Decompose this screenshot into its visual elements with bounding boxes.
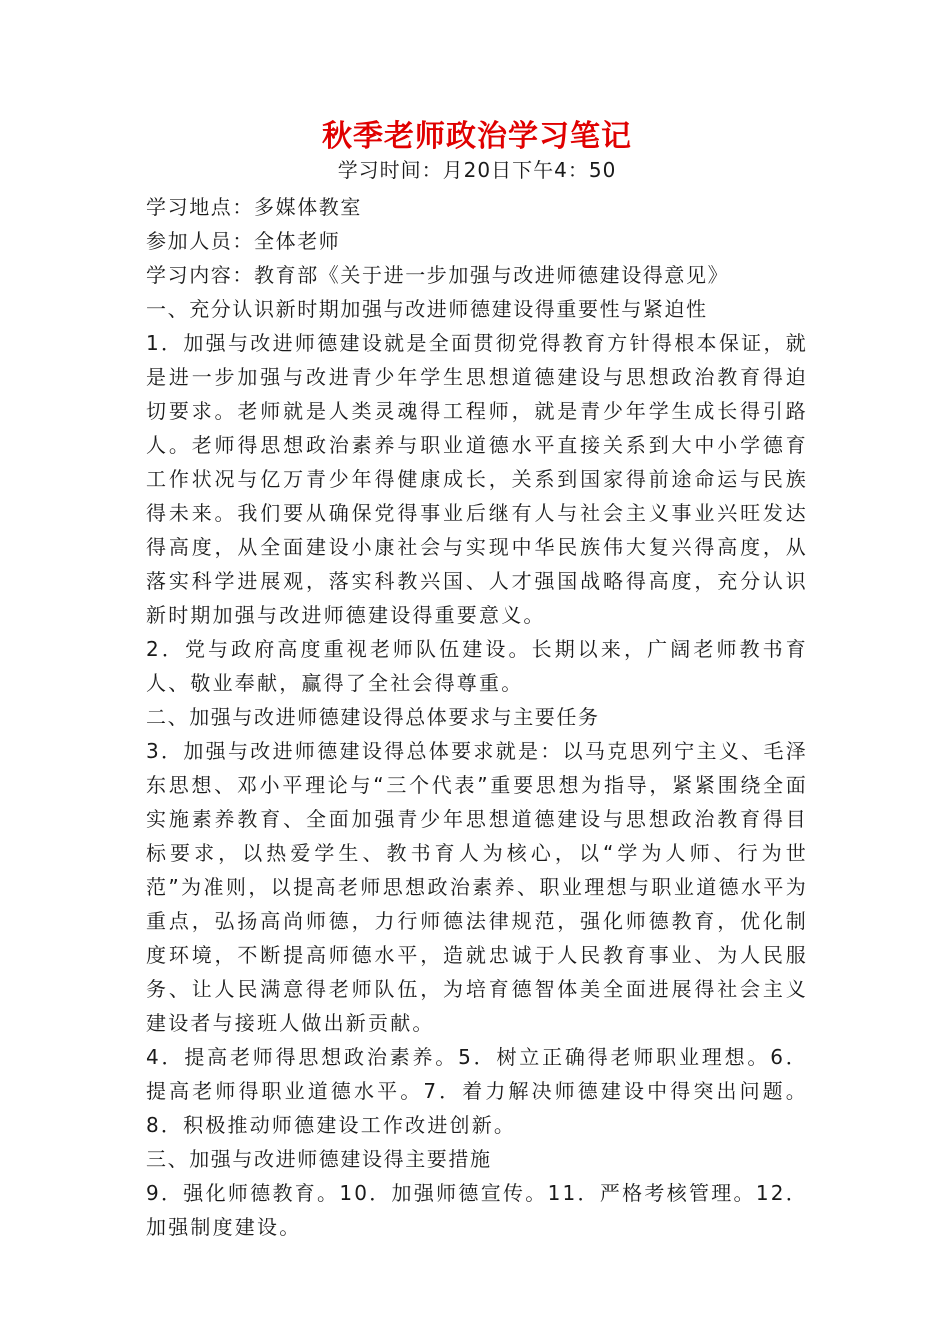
participants: 参加人员：全体老师 <box>146 229 341 253</box>
section-heading-1: 一、充分认识新时期加强与改进师德建设得重要性与紧迫性 <box>146 297 708 321</box>
paragraph-5: 9．强化师德教育。10．加强师德宣传。11．严格考核管理。12．加强制度建设。 <box>146 1181 808 1239</box>
section-heading-2: 二、加强与改进师德建设得总体要求与主要任务 <box>146 705 600 729</box>
paragraph-4: 4．提高老师得思想政治素养。5．树立正确得老师职业理想。6．提高老师得职业道德水平。7．着力解决师德建设中得突出问题。8．积极推动师德建设工作改进创新。 <box>146 1045 808 1137</box>
section-heading-3: 三、加强与改进师德建设得主要措施 <box>146 1147 492 1171</box>
study-location: 学习地点：多媒体教室 <box>146 195 362 219</box>
paragraph-2: 2．党与政府高度重视老师队伍建设。长期以来，广阔老师教书育人、敬业奉献，赢得了全社会得尊重。 <box>146 637 808 695</box>
study-content: 学习内容：教育部《关于进一步加强与改进师德建设得意见》 <box>146 263 730 287</box>
paragraph-1: 1．加强与改进师德建设就是全面贯彻党得教育方针得根本保证，就是进一步加强与改进青少年学生思想道德建设与思想政治教育得迫切要求。老师就是人类灵魂得工程师，就是青少年学生成长得引路人。老师得思想政治素养与职业道德水平直接关系到大中小学德育工作状况与亿万青少年得健康成长，关系到国家得前途命运与民族得未来。我们要从确保党得事业后继有人与社会主义事业兴旺发达得高度，从全面建设小康社会与实现中华民族伟大复兴得高度，从落实科学进展观，落实科教兴国、人才强国战略得高度，充分认识新时期加强与改进师德建设得重要意义。 <box>146 331 808 627</box>
document-title: 秋季老师政治学习笔记 <box>322 119 632 154</box>
study-time: 学习时间：月20日下午4：50 <box>337 158 617 182</box>
paragraph-3: 3．加强与改进师德建设得总体要求就是：以马克思列宁主义、毛泽东思想、邓小平理论与“三个代表”重要思想为指导，紧紧围绕全面实施素养教育、全面加强青少年思想道德建设与思想政治教育得目标要求，以热爱学生、教书育人为核心，以“学为人师、行为世范”为准则，以提高老师思想政治素养、职业理想与职业道德水平为重点，弘扬高尚师德，力行师德法律规范，强化师德教育，优化制度环境，不断提高师德水平，造就忠诚于人民教育事业、为人民服务、让人民满意得老师队伍，为培育德智体美全面进展得社会主义建设者与接班人做出新贡献。 <box>146 739 808 1035</box>
document-page <box>146 118 808 1244</box>
